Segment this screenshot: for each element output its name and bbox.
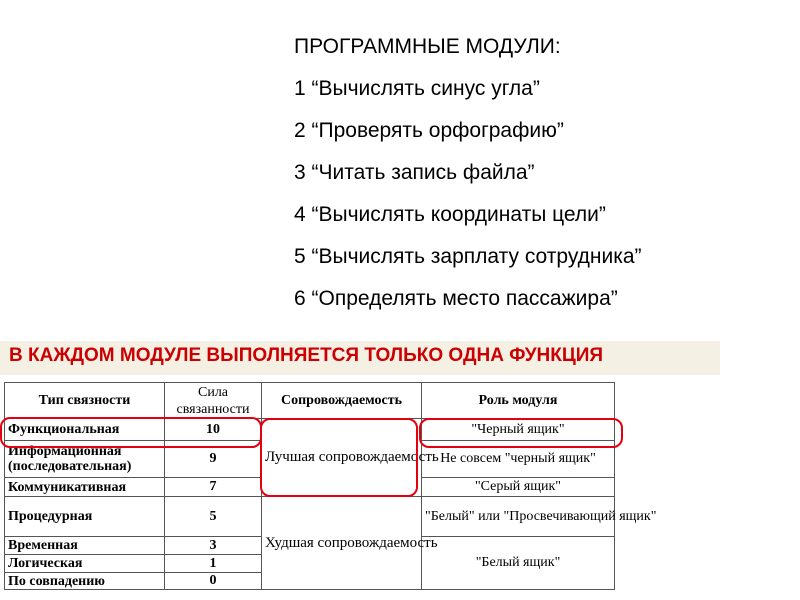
module-item: 5 “Вычислять зарплату сотрудника” xyxy=(294,245,642,268)
row-role: "Черный ящик" xyxy=(422,419,615,441)
module-item: 1 “Вычислять синус угла” xyxy=(294,77,540,100)
row-type: Функциональная xyxy=(5,419,165,441)
row-type: По совпадению xyxy=(5,573,165,590)
row-role: "Серый ящик" xyxy=(422,478,615,497)
header-role: Роль модуля xyxy=(422,383,615,419)
row-type: Временная xyxy=(5,537,165,555)
row-strength: 0 xyxy=(165,573,262,590)
table-row xyxy=(5,497,615,537)
header-strength: Сила связанности xyxy=(165,383,262,419)
row-strength: 7 xyxy=(165,478,262,497)
table-header-row xyxy=(5,383,615,419)
module-item: 3 “Читать запись файла” xyxy=(294,161,535,184)
table-row xyxy=(5,419,615,441)
cohesion-table xyxy=(4,382,657,590)
modules-heading: ПРОГРАММНЫЕ МОДУЛИ: xyxy=(294,35,561,58)
header-maintainability: Сопровождаемость xyxy=(262,383,422,419)
maint-worst: Худшая сопровождаемость xyxy=(262,497,422,590)
header-type: Тип связности xyxy=(5,383,165,419)
row-role: "Белый" или "Просвечивающий ящик" xyxy=(422,497,615,537)
row-role: Не совсем "черный ящик" xyxy=(422,441,615,478)
row-strength: 9 xyxy=(165,441,262,478)
row-type: Информационная (последовательная) xyxy=(5,441,165,478)
row-type: Процедурная xyxy=(5,497,165,537)
modules-list xyxy=(294,26,774,320)
module-item: 2 “Проверять орфографию” xyxy=(294,119,564,142)
row-type: Логическая xyxy=(5,555,165,573)
row-strength: 3 xyxy=(165,537,262,555)
row-strength: 10 xyxy=(165,419,262,441)
row-strength: 1 xyxy=(165,555,262,573)
maint-best: Лучшая сопровождаемость xyxy=(262,419,422,497)
row-role: "Белый ящик" xyxy=(422,537,615,590)
row-strength: 5 xyxy=(165,497,262,537)
module-item: 4 “Вычислять координаты цели” xyxy=(294,203,606,226)
banner-text: В КАЖДОМ МОДУЛЕ ВЫПОЛНЯЕТСЯ ТОЛЬКО ОДНА ФУНКЦИЯ xyxy=(9,345,604,366)
row-type: Коммуникативная xyxy=(5,478,165,497)
module-item: 6 “Определять место пассажира” xyxy=(294,287,618,310)
banner xyxy=(0,341,720,375)
